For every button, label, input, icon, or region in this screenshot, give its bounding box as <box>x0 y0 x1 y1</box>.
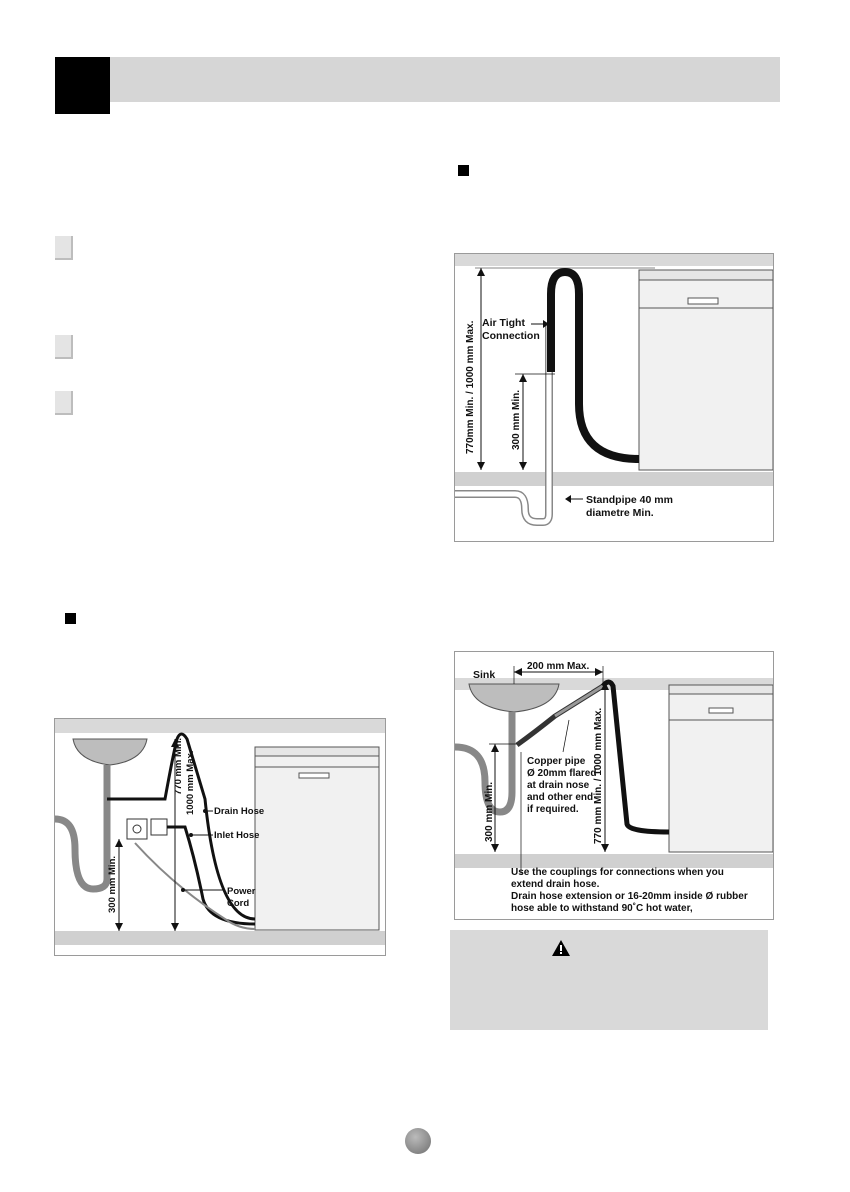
note-line-1: Use the couplings for connections when you <box>511 867 724 878</box>
dim-200-label: 200 mm Max. <box>527 661 590 672</box>
air-tight-label-2: Connection <box>482 330 540 342</box>
air-tight-label-1: Air Tight <box>482 317 525 329</box>
copper-label-2: Ø 20mm flared <box>527 768 597 779</box>
inlet-hose-label: Inlet Hose <box>214 830 260 841</box>
page-number-disc <box>405 1128 431 1154</box>
dim-height-label: 770mm Min. / 1000 mm Max. <box>465 320 476 454</box>
header-bar <box>55 57 780 102</box>
figure-sink-drain <box>454 651 774 920</box>
copper-label-1: Copper pipe <box>527 756 586 767</box>
power-cord-label-2: Cord <box>227 898 250 909</box>
power-cord-label-1: Power <box>227 886 256 897</box>
figure-standpipe <box>454 253 774 542</box>
standpipe-label-2: diametre Min. <box>586 507 654 519</box>
dim-300-label: 300 mm Min. <box>484 781 495 842</box>
step-marker-1 <box>55 236 73 260</box>
copper-label-4: and other end <box>527 792 594 803</box>
note-line-3: Drain hose extension or 16-20mm inside Ø rubber <box>511 891 748 902</box>
dim-770-label: 770 mm Min. <box>173 737 184 795</box>
step-marker-2 <box>55 335 73 359</box>
note-line-4: hose able to withstand 90˚C hot water, <box>511 903 693 914</box>
section-number-block <box>55 57 110 114</box>
drain-hose-label: Drain Hose <box>214 806 265 817</box>
caution-box <box>450 930 768 1030</box>
note-line-2: extend drain hose. <box>511 879 600 890</box>
figure-connections <box>54 718 386 956</box>
warning-icon <box>552 940 570 956</box>
dim-1000-label: 1000 mm Max. <box>185 750 196 815</box>
section-bullet-left <box>65 613 76 624</box>
standpipe-label-1: Standpipe 40 mm <box>586 494 673 506</box>
section-bullet-right <box>458 165 469 176</box>
sink-label: Sink <box>473 669 496 681</box>
dim-300-label: 300 mm Min. <box>107 855 118 913</box>
dim-height-label: 770 mm Min. / 1000 mm Max. <box>593 707 604 844</box>
dim-300-label: 300 mm Min. <box>511 389 522 450</box>
step-marker-3 <box>55 391 73 415</box>
copper-label-5: if required. <box>527 804 579 815</box>
copper-label-3: at drain nose <box>527 780 590 791</box>
